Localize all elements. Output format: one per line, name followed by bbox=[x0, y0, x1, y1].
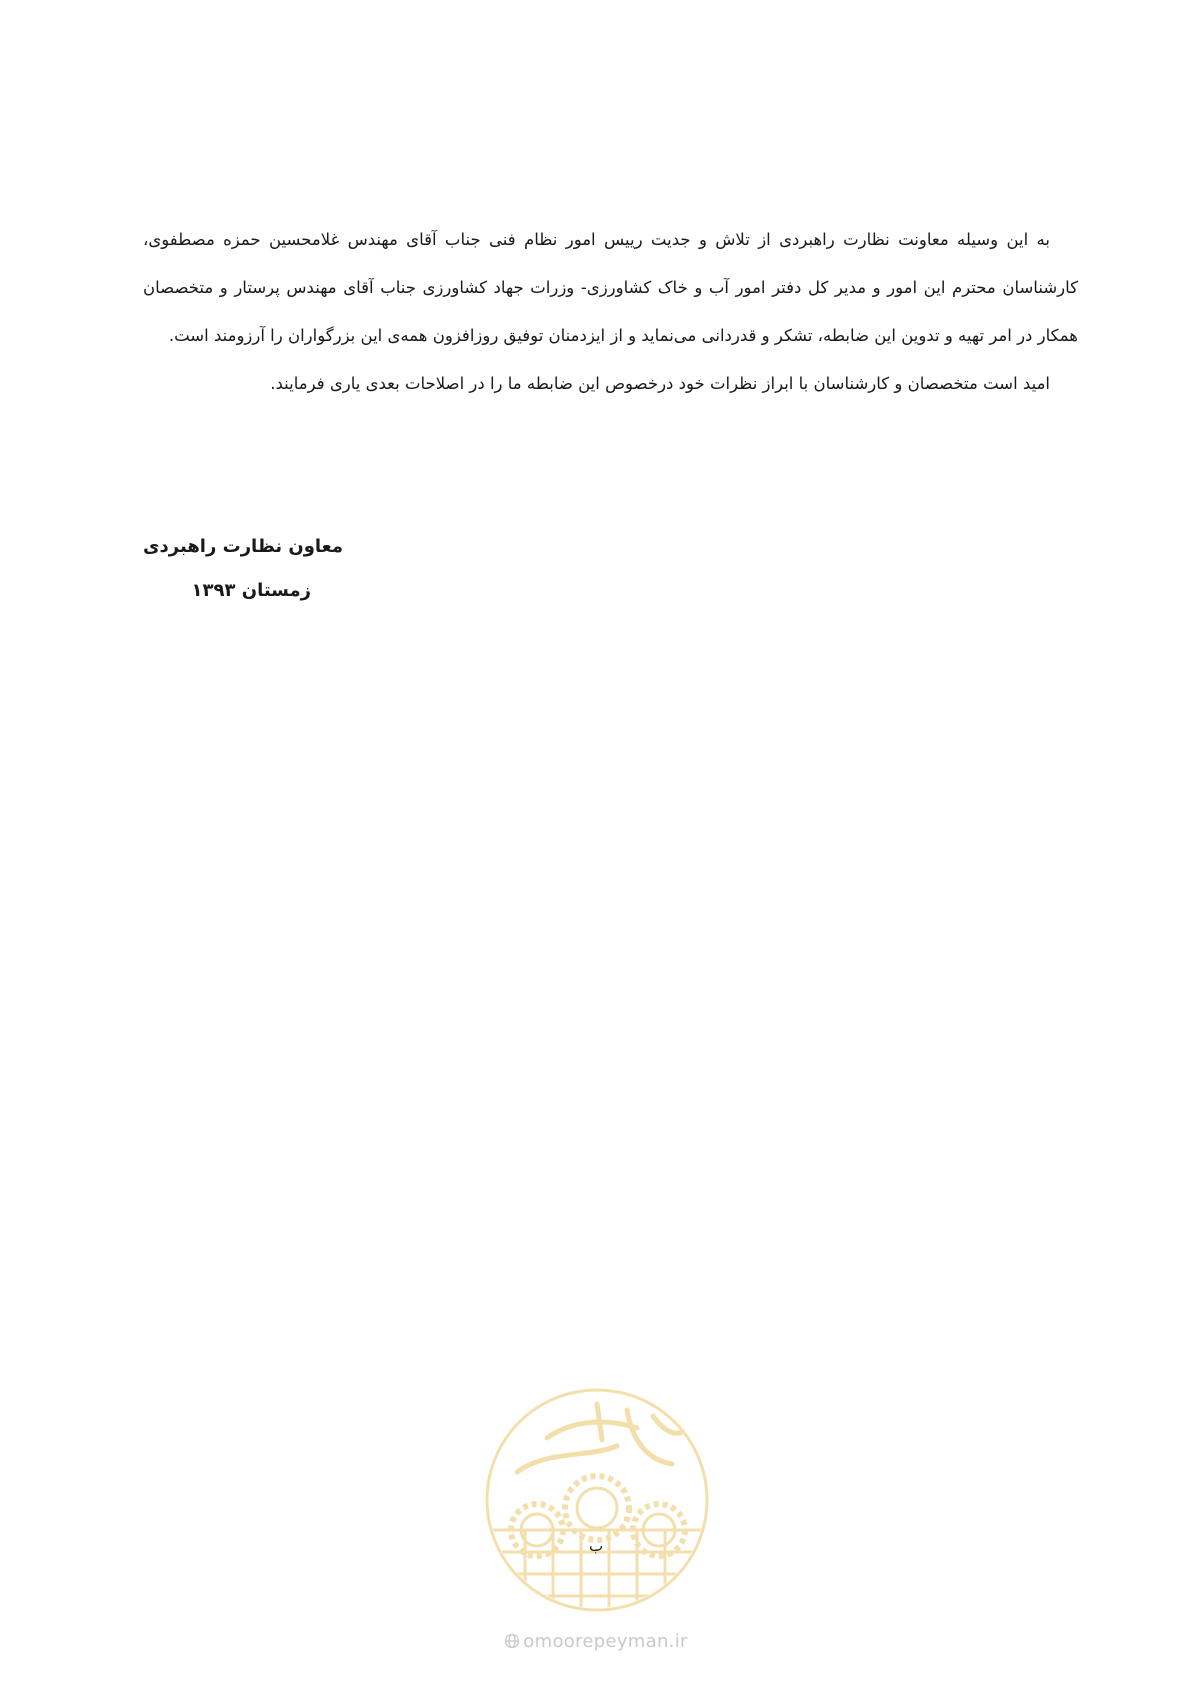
globe-icon bbox=[504, 1633, 520, 1649]
body-text bbox=[143, 216, 1078, 408]
watermark-url bbox=[486, 1631, 706, 1652]
watermark-logo bbox=[477, 1380, 717, 1620]
watermark-url-text: omoorepeyman.ir bbox=[523, 1631, 688, 1652]
signature-date: زمستان ۱۳۹۳ bbox=[191, 580, 311, 601]
closing-paragraph: امید است متخصصان و کارشناسان با ابراز نظرات خود درخصوص این ضابطه ما را در اصلاحات بعدی یاری فرمایند. bbox=[270, 374, 1050, 393]
signature-title: معاون نظارت راهبردی bbox=[143, 536, 343, 557]
signature-block bbox=[143, 525, 343, 613]
acknowledgement-paragraph: به این وسیله معاونت نظارت راهبردی از تلاش و جدیت رییس امور نظام فنی جناب آقای مهندس غلامحسین حمزه مصطفوی، کارشناسان محترم این امور و مدیر کل دفتر امور آب و خاک کشاورزی- وزرات جهاد کشاورزی جناب آقای مهندس پرستار و متخصصان همکار در امر تهیه و تدوین این ضابطه، تشکر و قدردانی می‌نماید و از ایزدمنان توفیق روزافزون همه‌ی این بزرگواران را آرزومند است. bbox=[143, 230, 1078, 345]
page-number: ب bbox=[588, 1537, 604, 1555]
